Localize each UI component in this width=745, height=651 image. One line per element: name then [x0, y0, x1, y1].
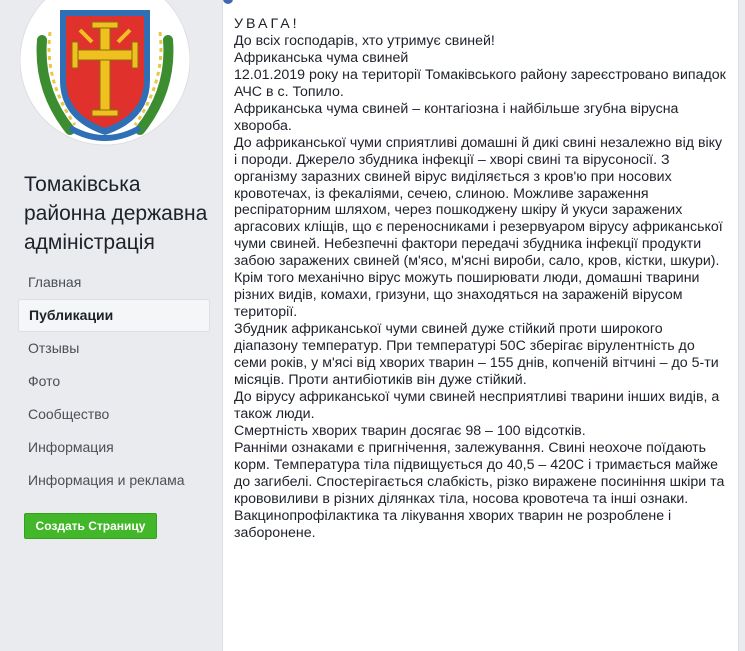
left-sidebar: [0, 0, 222, 651]
nav-item-home[interactable]: Главная: [28, 274, 82, 290]
page-profile-logo[interactable]: [20, 0, 190, 150]
page-navigation: [18, 266, 210, 497]
page-title[interactable]: Томаківська районна державна адміністрація: [24, 173, 208, 254]
post-paragraph: Африканська чума свиней – контагіозна і найбільше згубна вірусна хвороба.: [234, 100, 679, 134]
post-card: [222, 0, 739, 651]
post-paragraph: Вакцинопрофілактика та лікування хворих тварин не розроблене і заборонене.: [234, 507, 672, 541]
post-paragraph: 12.01.2019 року на території Томаківського району зареєстровано випадок АЧС в с. Топило.: [234, 66, 726, 100]
post-paragraph: Смертність хворих тварин досягає 98 – 100 відсотків.: [234, 422, 586, 439]
coat-of-arms-emblem-icon: [20, 0, 190, 150]
nav-item-reviews[interactable]: Отзывы: [28, 340, 80, 356]
post-author-avatar[interactable]: [223, 0, 233, 4]
create-page-button[interactable]: Создать Страницу: [24, 513, 157, 539]
post-paragraph: Збудник африканської чуми свиней дуже стійкий проти широкого діапазону температур. При температурі 50С зберігає вірулентність до семи років, у м'ясі від хворих тварин – 155 днів, копченій вітчині – до 5-ти місяців. Проти антибіотиків він дуже стійкий.: [234, 321, 719, 389]
post-paragraph: Ранніми ознаками є пригнічення, залежування. Свині неохоче поїдають корм. Температура тіла підвищується до 40,5 – 420С і тримається майже до загибелі. Спостерігається слабкість, різко виражене посиніння шкіри та крововиливи в різних ділянках тіла, носова кровотеча та інші ознаки.: [234, 439, 725, 507]
post-paragraph: До африканської чуми сприятливі домашні й дикі свині незалежно від віку і породи. Джерело збудника інфекції – хворі свині та вірусоносії. З організму заразних свиней вірус виділяється з кров'ю при носових кровотечах, із фекаліями, сечею, слиною. Можливе зараження респіраторним шляхом, через пошкоджену шкіру й укуси заражених аргасових кліщів, що є переносниками і резервуаром вірусу африканської чуми свиней. Небезпечні фактори передачі збудника інфекції продукти забою заражених свиней (м'ясо, м'ясні вироби, сало, кров, кістки, шкури). Крім того механічно вірус можуть поширювати люди, домашні тварини різних видів, комахи, гризуни, що знаходяться на зараженій вірусом території.: [234, 134, 723, 321]
post-heading: УВАГА!: [234, 16, 300, 32]
post-paragraph: До всіх господарів, хто утримує свиней!: [234, 32, 495, 49]
post-body: [234, 16, 726, 542]
nav-item-info[interactable]: Информация: [28, 439, 114, 455]
nav-item-info-and-ads[interactable]: Информация и реклама: [28, 472, 185, 488]
nav-item-posts[interactable]: Публикации: [18, 299, 210, 332]
post-paragraph: Африканська чума свиней: [234, 49, 409, 66]
post-paragraph: До вірусу африканської чуми свиней несприятливі тварини інших видів, а також люди.: [234, 388, 720, 422]
nav-item-photos[interactable]: Фото: [28, 373, 61, 389]
nav-item-community[interactable]: Сообщество: [28, 406, 110, 422]
